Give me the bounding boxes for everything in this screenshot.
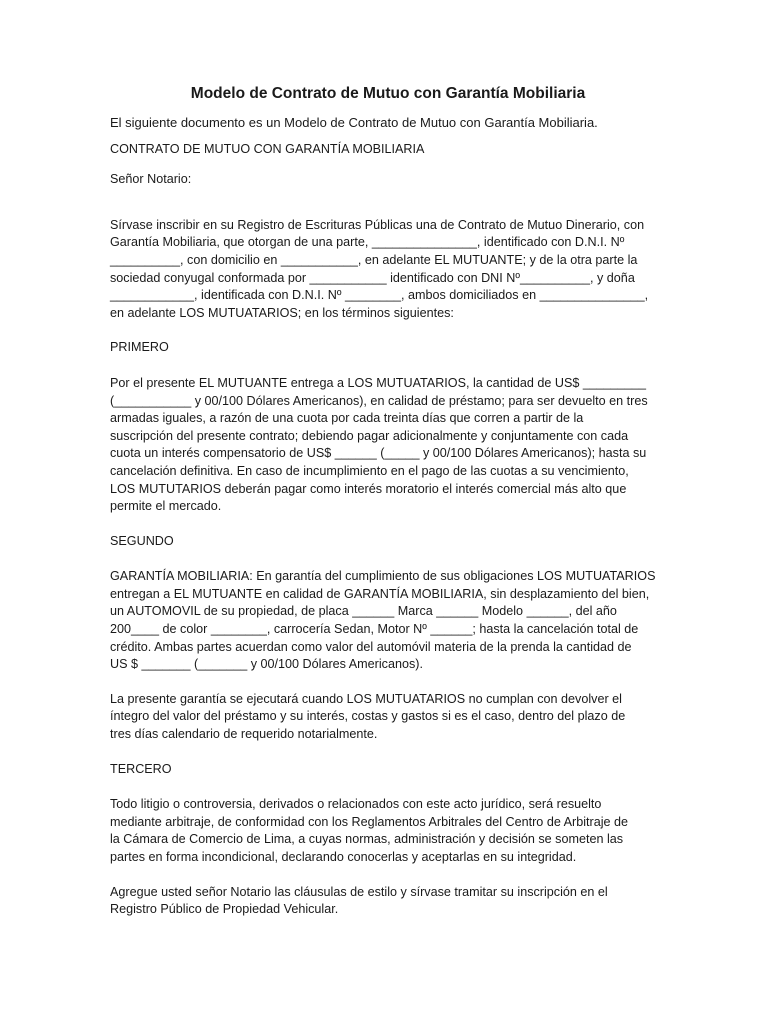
- text-line: Garantía Mobiliaria, que otorgan de una parte, _______________, identificado con D.N.I. Nº: [110, 235, 625, 250]
- text-line: íntegro del valor del préstamo y su interés, costas y gastos si es el caso, dentro del plazo de: [110, 709, 626, 724]
- intro-text: El siguiente documento es un Modelo de Contrato de Mutuo con Garantía Mobiliaria.: [110, 115, 598, 130]
- section-segundo-paragraph: [110, 568, 666, 674]
- text-line: Agregue usted señor Notario las cláusulas de estilo y sírvase tramitar su inscripción en el: [110, 884, 608, 899]
- salutation: Señor Notario:: [110, 172, 192, 187]
- text-line: sociedad conyugal conformada por ___________ identificado con DNI Nº__________, y doña: [110, 270, 635, 285]
- text-line: tres días calendario de requerido notarialmente.: [110, 727, 378, 742]
- text-line: mediante arbitraje, de conformidad con los Reglamentos Arbitrales del Centro de Arbitraje de: [110, 814, 629, 829]
- text-line: US $ _______ (_______ y 00/100 Dólares Americanos).: [110, 657, 423, 672]
- text-line: (___________ y 00/100 Dólares Americanos), en calidad de préstamo; para ser devuelto en tres: [110, 393, 648, 408]
- text-line: GARANTÍA MOBILIARIA: En garantía del cumplimiento de sus obligaciones LOS MUTUATARIOS: [110, 569, 656, 584]
- text-line: La presente garantía se ejecutará cuando LOS MUTUATARIOS no cumplan con devolver el: [110, 691, 622, 706]
- section-heading-segundo: SEGUNDO: [110, 533, 174, 548]
- text-line: LOS MUTUTARIOS deberán pagar como interés moratorio el interés comercial más alto que: [110, 481, 627, 496]
- document-page: [110, 84, 666, 936]
- text-line: armadas iguales, a razón de una cuota por cada treinta días que corren a partir de la: [110, 411, 584, 426]
- contract-title: CONTRATO DE MUTUO CON GARANTÍA MOBILIARIA: [110, 141, 425, 156]
- text-line: Todo litigio o controversia, derivados o relacionados con este acto jurídico, será resuelto: [110, 797, 602, 812]
- text-line: Sírvase inscribir en su Registro de Escrituras Públicas una de Contrato de Mutuo Dinerario, con: [110, 217, 645, 232]
- text-line: 200____ de color ________, carrocería Sedan, Motor Nº ______; hasta la cancelación total de: [110, 622, 639, 637]
- section-tercero-paragraph: [110, 796, 666, 866]
- document-title: Modelo de Contrato de Mutuo con Garantía Mobiliaria: [190, 85, 586, 102]
- section-primero-paragraph: [110, 375, 666, 516]
- text-line: crédito. Ambas partes acuerdan como valor del automóvil materia de la prenda la cantidad de: [110, 639, 632, 654]
- text-line: suscripción del presente contrato; debiendo pagar adicionalmente y conjuntamente con cada: [110, 428, 629, 443]
- text-line: en adelante LOS MUTUATARIOS; en los términos siguientes:: [110, 305, 454, 320]
- text-line: cancelación definitiva. En caso de incumplimiento en el pago de las cuotas a su vencimiento,: [110, 463, 629, 478]
- text-line: Por el presente EL MUTUANTE entrega a LOS MUTUATARIOS, la cantidad de US$ _________: [110, 375, 646, 390]
- text-line: entregan a EL MUTUANTE en calidad de GARANTÍA MOBILIARIA, sin desplazamiento del bien,: [110, 586, 650, 601]
- text-line: Registro Público de Propiedad Vehicular.: [110, 902, 339, 917]
- section-segundo-guarantee-paragraph: [110, 691, 666, 744]
- section-heading-tercero: TERCERO: [110, 761, 172, 776]
- text-line: partes en forma incondicional, declarando conocerlas y aceptarlas en su integridad.: [110, 850, 577, 864]
- closing-paragraph: [110, 884, 666, 919]
- text-line: un AUTOMOVIL de su propiedad, de placa ______ Marca ______ Modelo ______, del año: [110, 604, 617, 619]
- text-line: permite el mercado.: [110, 499, 222, 514]
- text-line: la Cámara de Comercio de Lima, a cuyas normas, administración y decisión se someten las: [110, 832, 624, 847]
- text-line: cuota un interés compensatorio de US$ ______ (_____ y 00/100 Dólares Americanos); hasta su: [110, 446, 647, 461]
- text-line: ____________, identificada con D.N.I. Nº ________, ambos domiciliados en _______________,: [110, 288, 649, 303]
- opening-paragraph: [110, 217, 666, 323]
- text-line: __________, con domicilio en ___________, en adelante EL MUTUANTE; y de la otra parte la: [110, 252, 638, 267]
- section-heading-primero: PRIMERO: [110, 340, 169, 355]
